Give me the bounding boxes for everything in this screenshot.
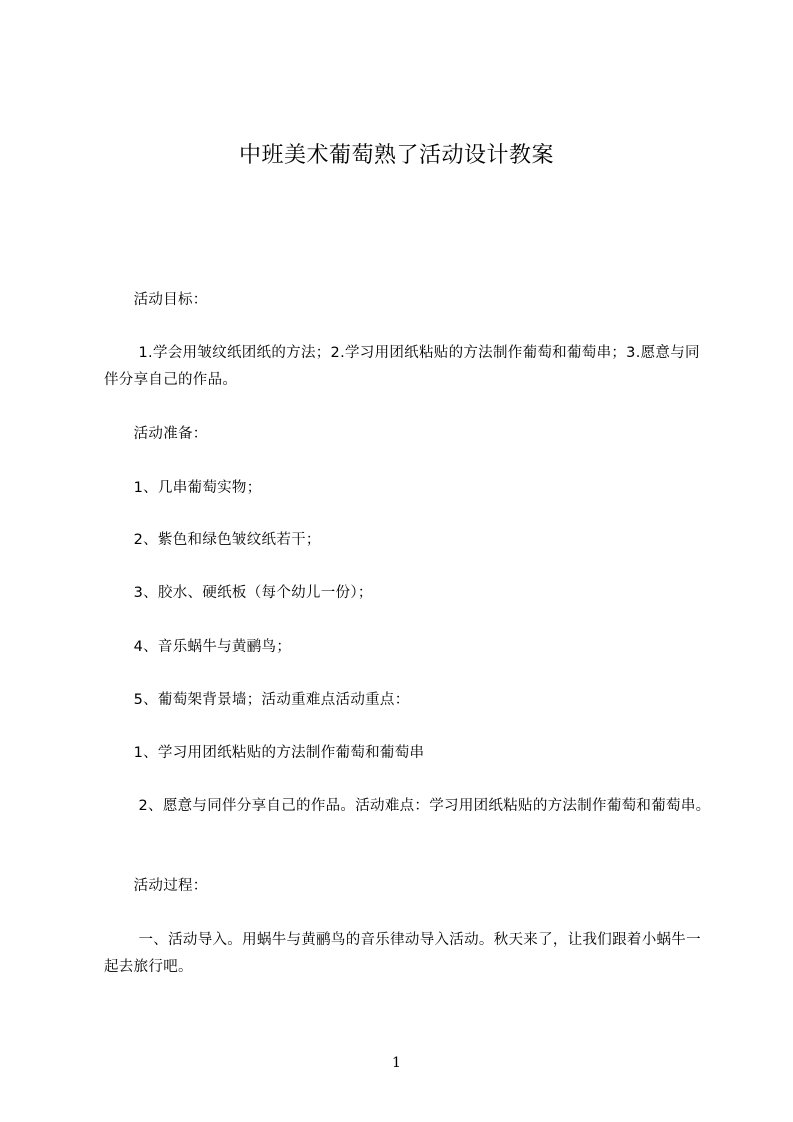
- paragraph-process-step-1: 一、活动导入。用蜗牛与黄鹂鸟的音乐律动导入活动。秋天来了，让我们跟着小蜗牛一起去旅行吧。: [104, 932, 701, 975]
- paragraph-preparation-heading: 活动准备：: [104, 426, 208, 442]
- paragraph-goals-content: 1.学会用皱纹纸团纸的方法；2.学习用团纸粘贴的方法制作葡萄和葡萄串；3.愿意与同伴分享自己的作品。: [104, 345, 700, 388]
- paragraph-goals-heading: 活动目标：: [104, 292, 208, 308]
- paragraph-preparation-item-4: 4、音乐蜗牛与黄鹂鸟；: [104, 639, 292, 655]
- paragraph-preparation-item-5: 5、葡萄架背景墙；活动重难点活动重点：: [104, 692, 410, 708]
- paragraph-process-heading: 活动过程：: [104, 878, 208, 894]
- document-title: 中班美术葡萄熟了活动设计教案: [238, 143, 554, 168]
- paragraph-key-point-2: 2、愿意与同伴分享自己的作品。活动难点：学习用团纸粘贴的方法制作葡萄和葡萄串。: [104, 798, 711, 814]
- page-number: 1: [392, 1055, 401, 1071]
- paragraph-key-point-1: 1、学习用团纸粘贴的方法制作葡萄和葡萄串: [104, 745, 425, 761]
- paragraph-preparation-item-3: 3、胶水、硬纸板（每个幼儿一份）；: [104, 585, 373, 601]
- paragraph-preparation-item-2: 2、紫色和绿色皱纹纸若干；: [104, 532, 321, 548]
- paragraph-preparation-item-1: 1、几串葡萄实物；: [104, 480, 262, 496]
